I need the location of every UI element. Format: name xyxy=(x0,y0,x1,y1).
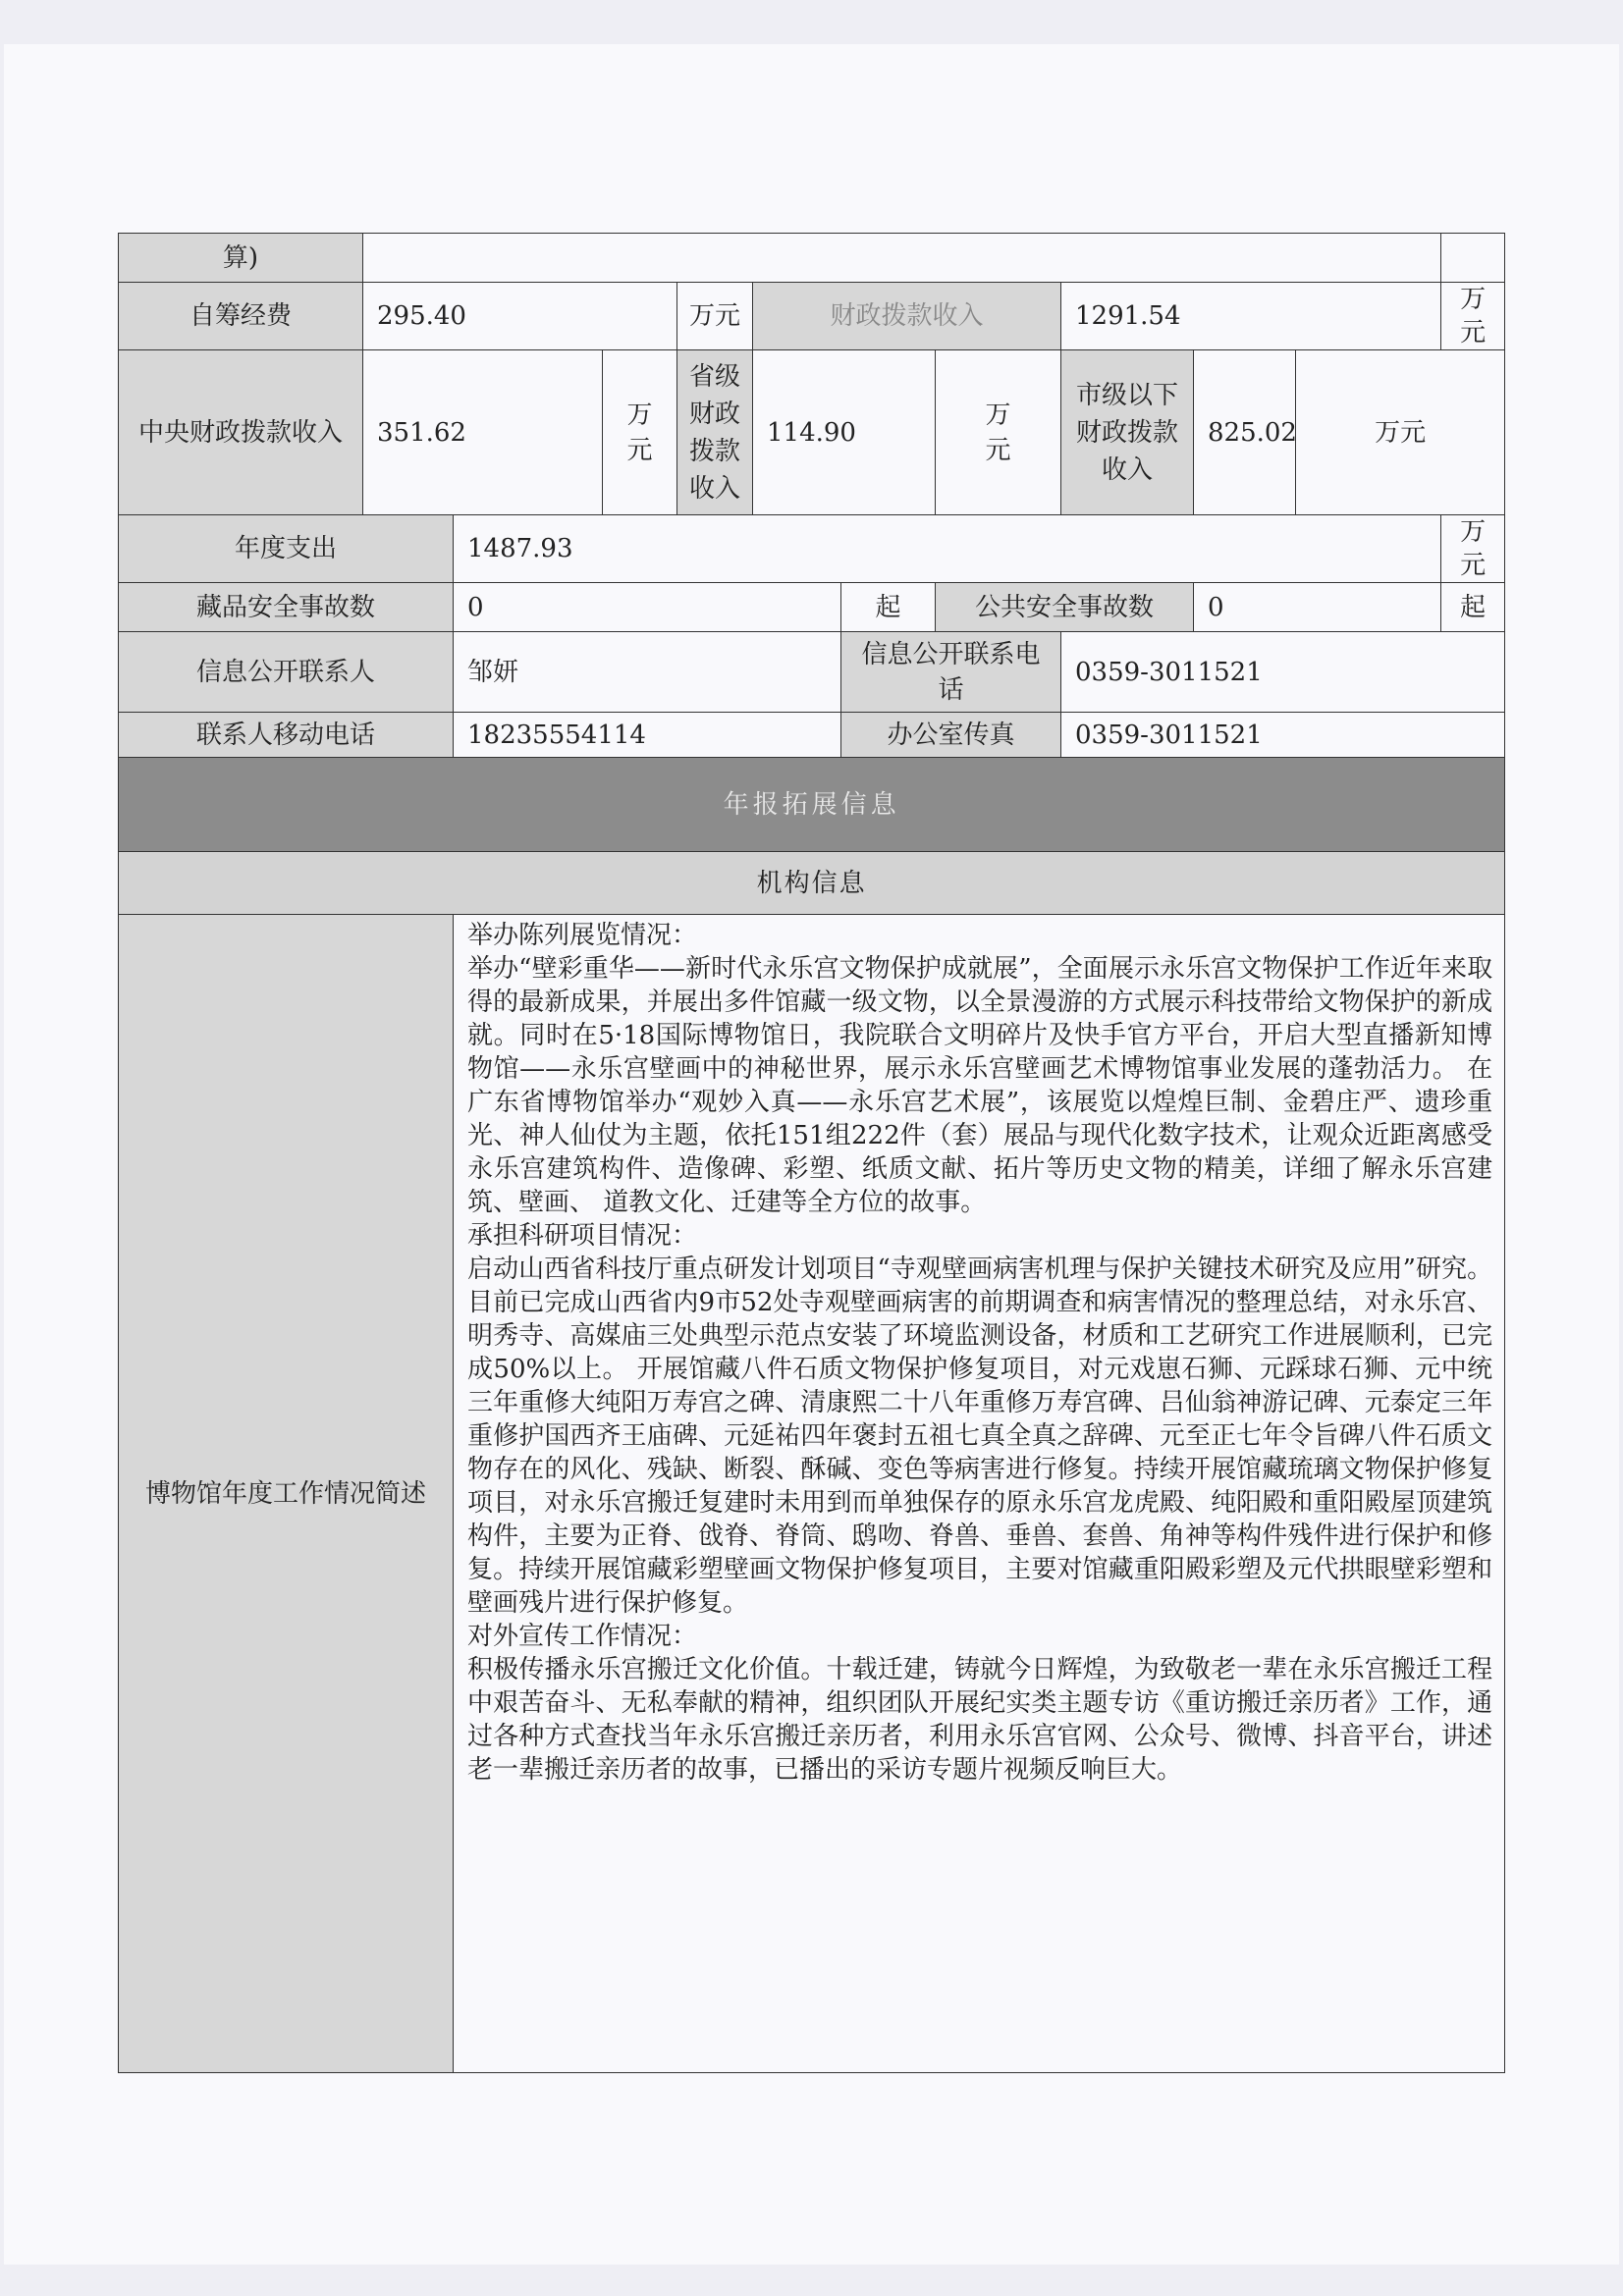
provincial-unit-yuan: 元 xyxy=(985,435,1011,465)
row-banner xyxy=(119,758,1505,852)
budget-tail-value xyxy=(363,234,1441,283)
row-contact xyxy=(119,632,1505,713)
summary-paragraph: 对外宣传工作情况： xyxy=(467,1622,698,1651)
central-value: 351.62 xyxy=(363,350,603,515)
contact-phone-label: 信息公开联系电话 xyxy=(841,632,1061,713)
mobile-value: 18235554114 xyxy=(454,713,841,758)
summary-paragraph: 积极传播永乐宫搬迁文化价值。十载迁建，铸就今日辉煌，为致敬老一辈在永乐宫搬迁工程中艰苦奋斗、无私奉献的精神，组织团队开展纪实类主题专访《重访搬迁亲历者》工作，通过各种方式查找当年永乐宫搬迁亲历者，利用永乐宫官网、公众号、微博、抖音平台，讲述老一辈搬迁亲历者的故事，已播出的采访专题片视频反响巨大。 xyxy=(467,1655,1493,1785)
fax-label: 办公室传真 xyxy=(841,713,1061,758)
row-budget-tail xyxy=(119,234,1505,283)
collection-accident-unit: 起 xyxy=(841,583,936,632)
section-title: 机构信息 xyxy=(119,852,1505,915)
central-label: 中央财政拨款收入 xyxy=(119,350,363,515)
row-annual-expense xyxy=(119,515,1505,583)
summary-paragraph: 启动山西省科技厅重点研发计划项目“寺观壁画病害机理与保护关键技术研究及应用”研究。目前已完成山西省内9市52处寺观壁画病害的前期调查和病害情况的整理总结，对永乐宫、明秀寺、高媒庙三处典型示范点安装了环境监测设备，材质和工艺研究工作进展顺利，已完成50%以上。 开展馆藏八件石质文物保护修复项目，对元戏崽石狮、元踩球石狮、元中统三年重修大纯阳万寿宫之碑、清康熙二十八年重修万寿宫碑、吕仙翁神游记碑、元泰定三年重修护国西齐王庙碑、元延祐四年褒封五祖七真全真之辞碑、元至正七年令旨碑八件石质文物存在的风化、残缺、断裂、酥碱、变色等病害进行修复。持续开展馆藏琉璃文物保护修复项目，对永乐宫搬迁复建时未用到而单独保存的原永乐宫龙虎殿、纯阳殿和重阳殿屋顶建筑构件，主要为正脊、戗脊、脊筒、鸱吻、脊兽、垂兽、套兽、角神等构件残件进行保护和修复。持续开展馆藏彩塑壁画文物保护修复项目，主要对馆藏重阳殿彩塑及元代拱眼壁彩塑和壁画残片进行保护修复。 xyxy=(467,1255,1493,1618)
annual-expense-label: 年度支出 xyxy=(119,515,454,583)
collection-accident-label: 藏品安全事故数 xyxy=(119,583,454,632)
contact-phone-value: 0359-3011521 xyxy=(1061,632,1505,713)
row-mobile-fax xyxy=(119,713,1505,758)
public-accident-label: 公共安全事故数 xyxy=(936,583,1194,632)
fiscal-income-unit: 万元 xyxy=(1441,283,1505,350)
central-unit-wan: 万 xyxy=(626,400,653,430)
contact-person-value: 邹妍 xyxy=(454,632,841,713)
row-fiscal-breakdown xyxy=(119,350,1505,515)
summary-paragraph: 承担科研项目情况： xyxy=(467,1221,698,1251)
budget-tail-label: 算) xyxy=(119,234,363,283)
fiscal-income-value: 1291.54 xyxy=(1061,283,1441,350)
city-label: 市级以下财政拨款收入 xyxy=(1061,350,1194,515)
self-funds-unit: 万元 xyxy=(677,283,753,350)
public-accident-unit: 起 xyxy=(1441,583,1505,632)
provincial-value: 114.90 xyxy=(753,350,936,515)
mobile-label: 联系人移动电话 xyxy=(119,713,454,758)
self-funds-value: 295.40 xyxy=(363,283,677,350)
city-value: 825.02 xyxy=(1194,350,1296,515)
public-accident-value: 0 xyxy=(1194,583,1441,632)
summary-label: 博物馆年度工作情况简述 xyxy=(119,915,454,2073)
fax-value: 0359-3011521 xyxy=(1061,713,1505,758)
row-self-funds xyxy=(119,283,1505,350)
city-unit: 万元 xyxy=(1296,350,1505,515)
row-section-title xyxy=(119,852,1505,915)
annual-expense-value: 1487.93 xyxy=(454,515,1441,583)
annual-report-table xyxy=(118,233,1505,2073)
summary-paragraph: 举办陈列展览情况： xyxy=(467,921,698,950)
contact-person-label: 信息公开联系人 xyxy=(119,632,454,713)
central-unit-yuan: 元 xyxy=(626,435,653,465)
collection-accident-value: 0 xyxy=(454,583,841,632)
row-accidents xyxy=(119,583,1505,632)
budget-tail-unit xyxy=(1441,234,1505,283)
self-funds-label: 自筹经费 xyxy=(119,283,363,350)
provincial-unit xyxy=(936,350,1061,515)
central-unit xyxy=(603,350,677,515)
provincial-label: 省级财政拨款收入 xyxy=(677,350,753,515)
fiscal-income-label: 财政拨款收入 xyxy=(753,283,1061,350)
provincial-unit-wan: 万 xyxy=(985,400,1011,430)
row-summary xyxy=(119,915,1505,2073)
annual-expense-unit: 万元 xyxy=(1441,515,1505,583)
extended-info-banner: 年报拓展信息 xyxy=(119,758,1505,852)
summary-paragraph: 举办“壁彩重华——新时代永乐宫文物保护成就展”，全面展示永乐宫文物保护工作近年来取得的最新成果，并展出多件馆藏一级文物，以全景漫游的方式展示科技带给文物保护的新成就。同时在5·18国际博物馆日，我院联合文明碎片及快手官方平台，开启大型直播新知博物馆——永乐宫壁画中的神秘世界，展示永乐宫壁画艺术博物馆事业发展的蓬勃活力。 在广东省博物馆举办“观妙入真——永乐宫艺术展”，该展览以煌煌巨制、金碧庄严、遗珍重光、神人仙仗为主题，依托151组222件（套）展品与现代化数字技术，让观众近距离感受永乐宫建筑构件、造像碑、彩塑、纸质文献、拓片等历史文物的精美，详细了解永乐宫建筑、壁画、 道教文化、迁建等全方位的故事。 xyxy=(467,954,1493,1217)
summary-body xyxy=(454,915,1505,2073)
